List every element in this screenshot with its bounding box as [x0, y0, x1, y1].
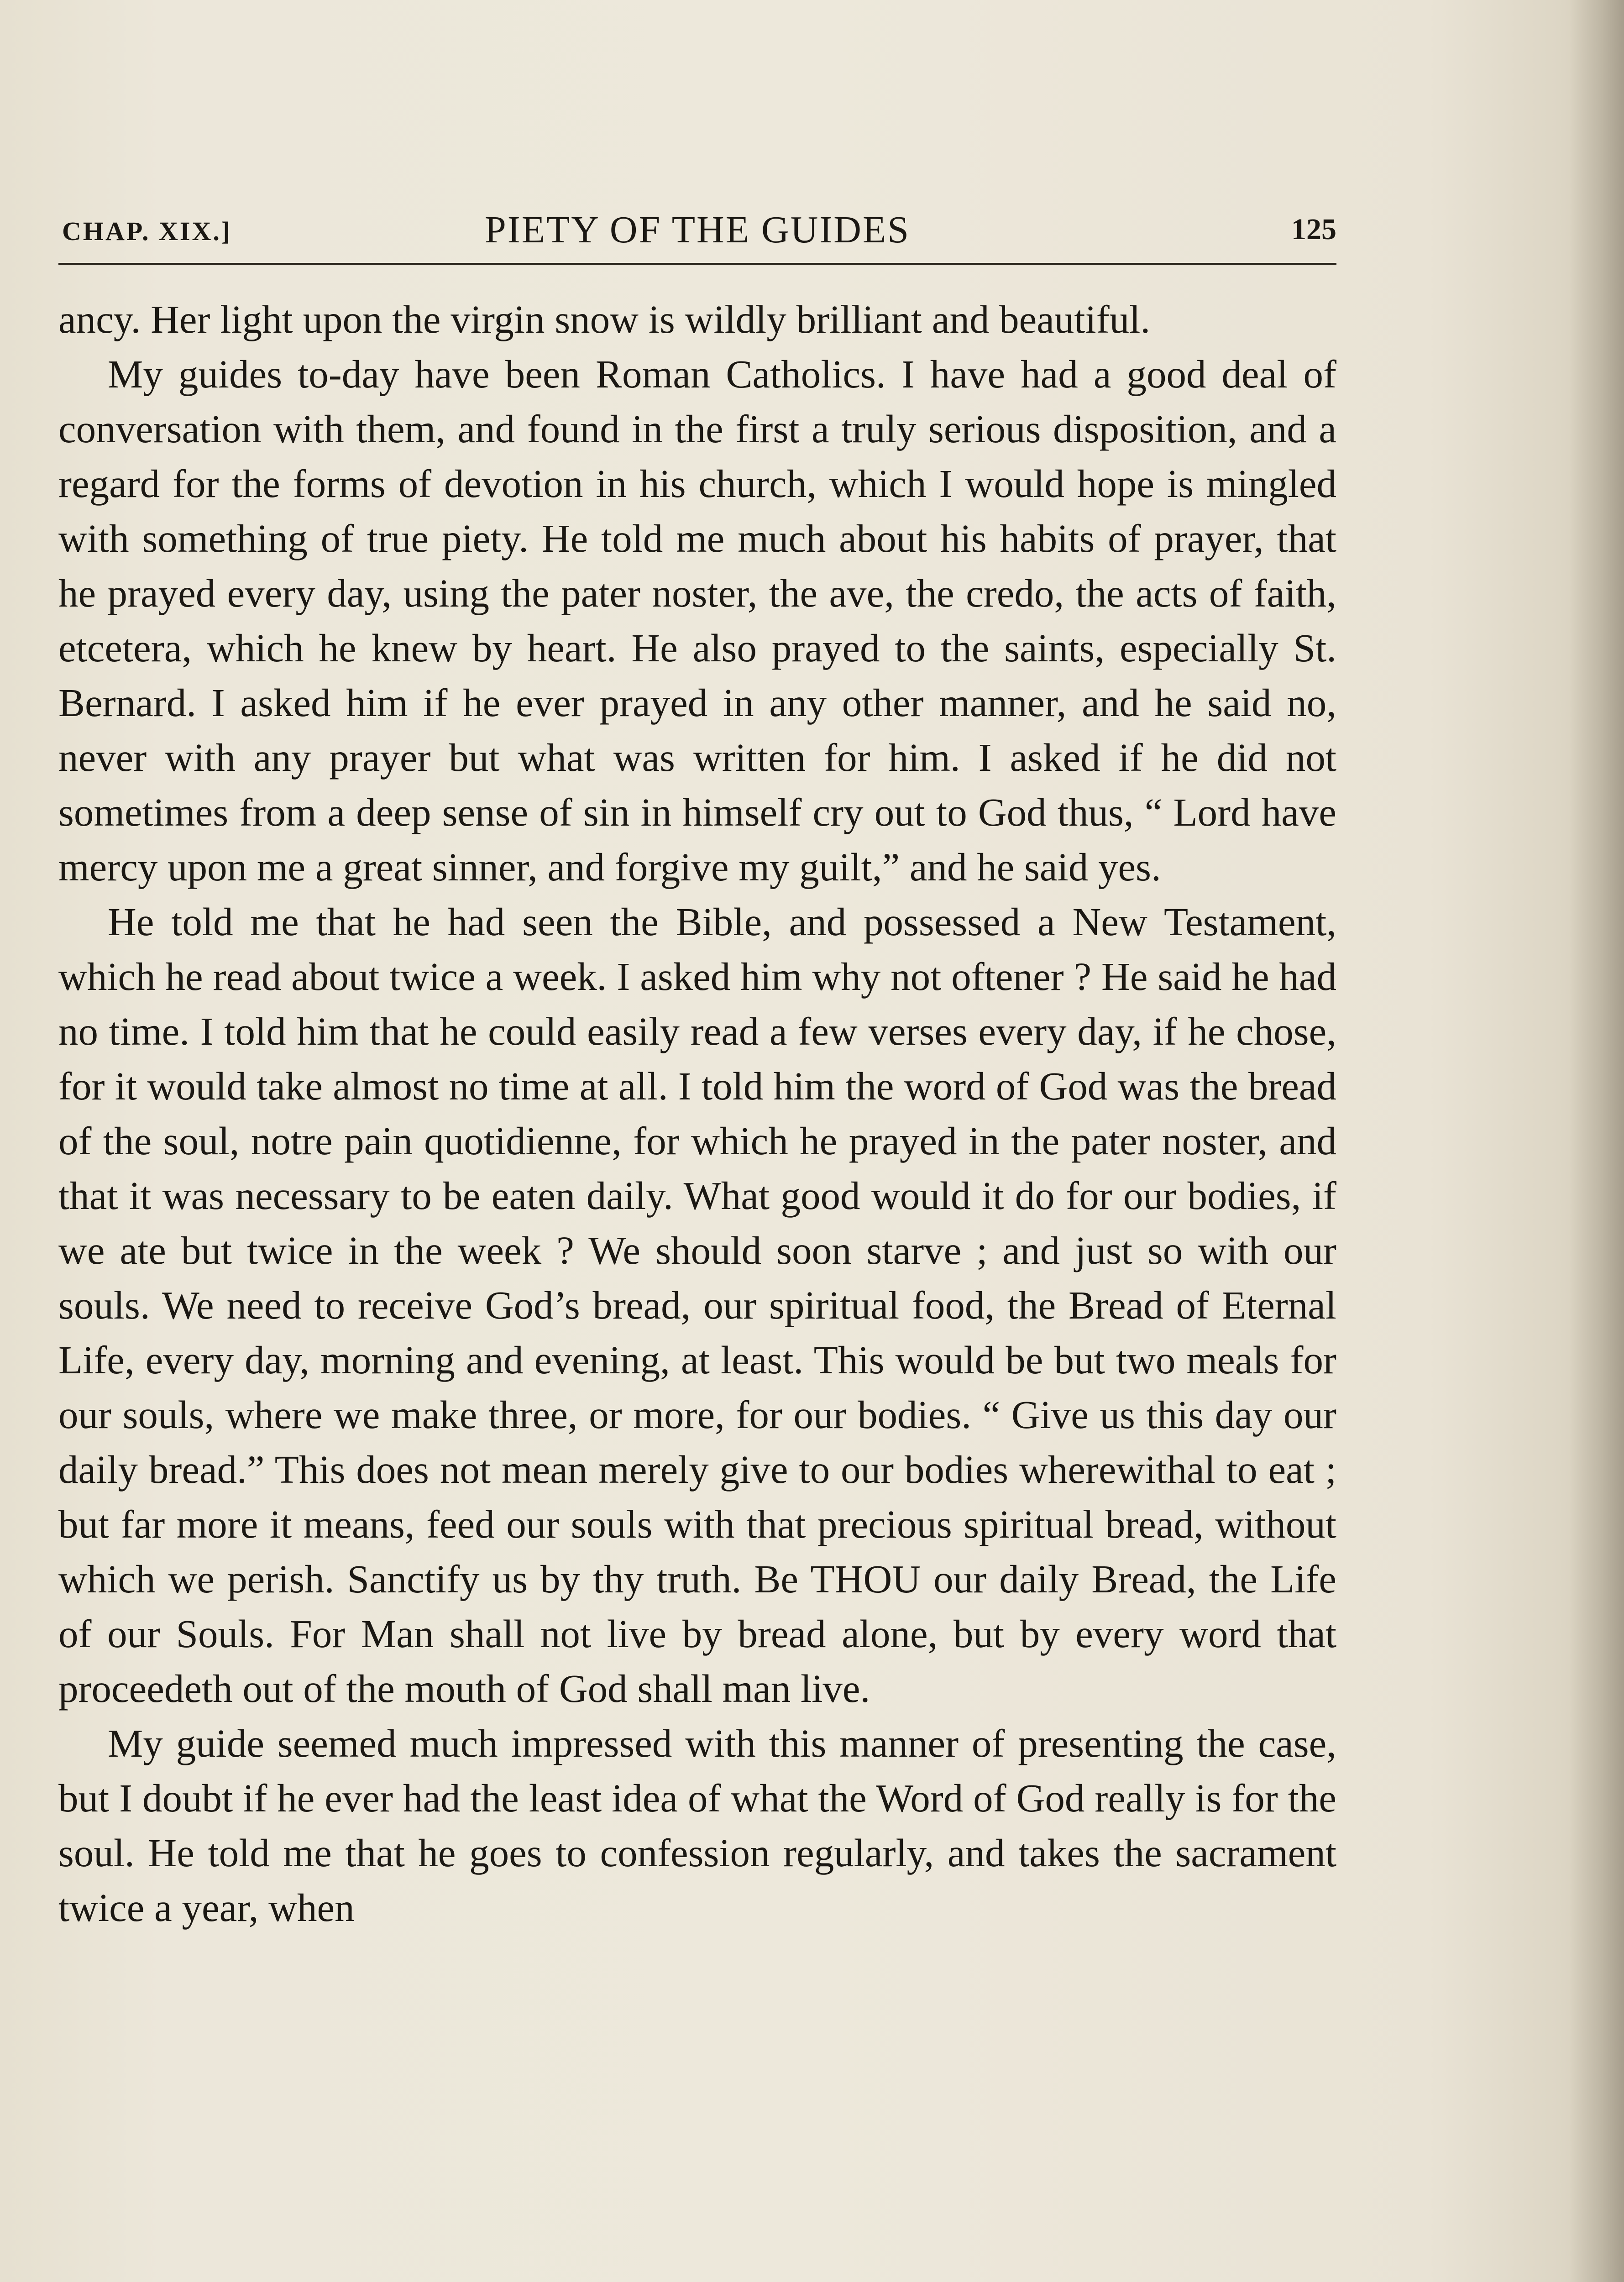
- running-head: [58, 208, 1336, 258]
- paragraph: My guides to-day have been Roman Catholics. I have had a good deal of conversation with them, and found in the first a truly serious disposition, and a regard for the forms of devotion in his church, which I would hope is mingled with something of true piety. He told me much about his habits of prayer, that he prayed every day, using the pater noster, the ave, the credo, the acts of faith, etcetera, which he knew by heart. He also prayed to the saints, especially St. Bernard. I asked him if he ever prayed in any other manner, and he said no, never with any prayer but what was written for him. I asked if he did not sometimes from a deep sense of sin in himself cry out to God thus, “ Lord have mercy upon me a great sinner, and forgive my guilt,” and he said yes.: [58, 352, 1336, 889]
- spine-shadow: [1569, 0, 1624, 2282]
- paragraph-continued: ancy. Her light upon the virgin snow is wildly brilliant and beautiful.: [58, 297, 1151, 341]
- paragraph: My guide seemed much impressed with this manner of presenting the case, but I doubt if he ever had the least idea of what the Word of God really is for the soul. He told me that he goes to confession regularly, and takes the sacrament twice a year, when: [58, 1721, 1336, 1930]
- page-title: PIETY OF THE GUIDES: [485, 209, 910, 251]
- chapter-label: CHAP. XIX.]: [62, 216, 232, 246]
- header-rule: [58, 263, 1336, 265]
- paragraph: He told me that he had seen the Bible, and possessed a New Testament, which he read about twice a week. I asked him why not oftener ? He said he had no time. I told him that he could easily read a few verses every day, if he chose, for it would take almost no time at all. I told him the word of God was the bread of the soul, notre pain quotidienne, for which he prayed in the pater noster, and that it was necessary to be eaten daily. What good would it do for our bodies, if we ate but twice in the week ? We should soon starve ; and just so with our souls. We need to receive God’s bread, our spiritual food, the Bread of Eternal Life, every day, morning and evening, at least. This would be but two meals for our souls, where we make three, or more, for our bodies. “ Give us this day our daily bread.” This does not mean merely give to our bodies wherewithal to eat ; but far more it means, feed our souls with that precious spiritual bread, without which we perish. Sanctify us by thy truth. Be THOU our daily Bread, the Life of our Souls. For Man shall not live by bread alone, but by every word that proceedeth out of the mouth of God shall man live.: [58, 900, 1336, 1711]
- body-text: [58, 292, 1336, 1935]
- page-number: 125: [1291, 213, 1336, 246]
